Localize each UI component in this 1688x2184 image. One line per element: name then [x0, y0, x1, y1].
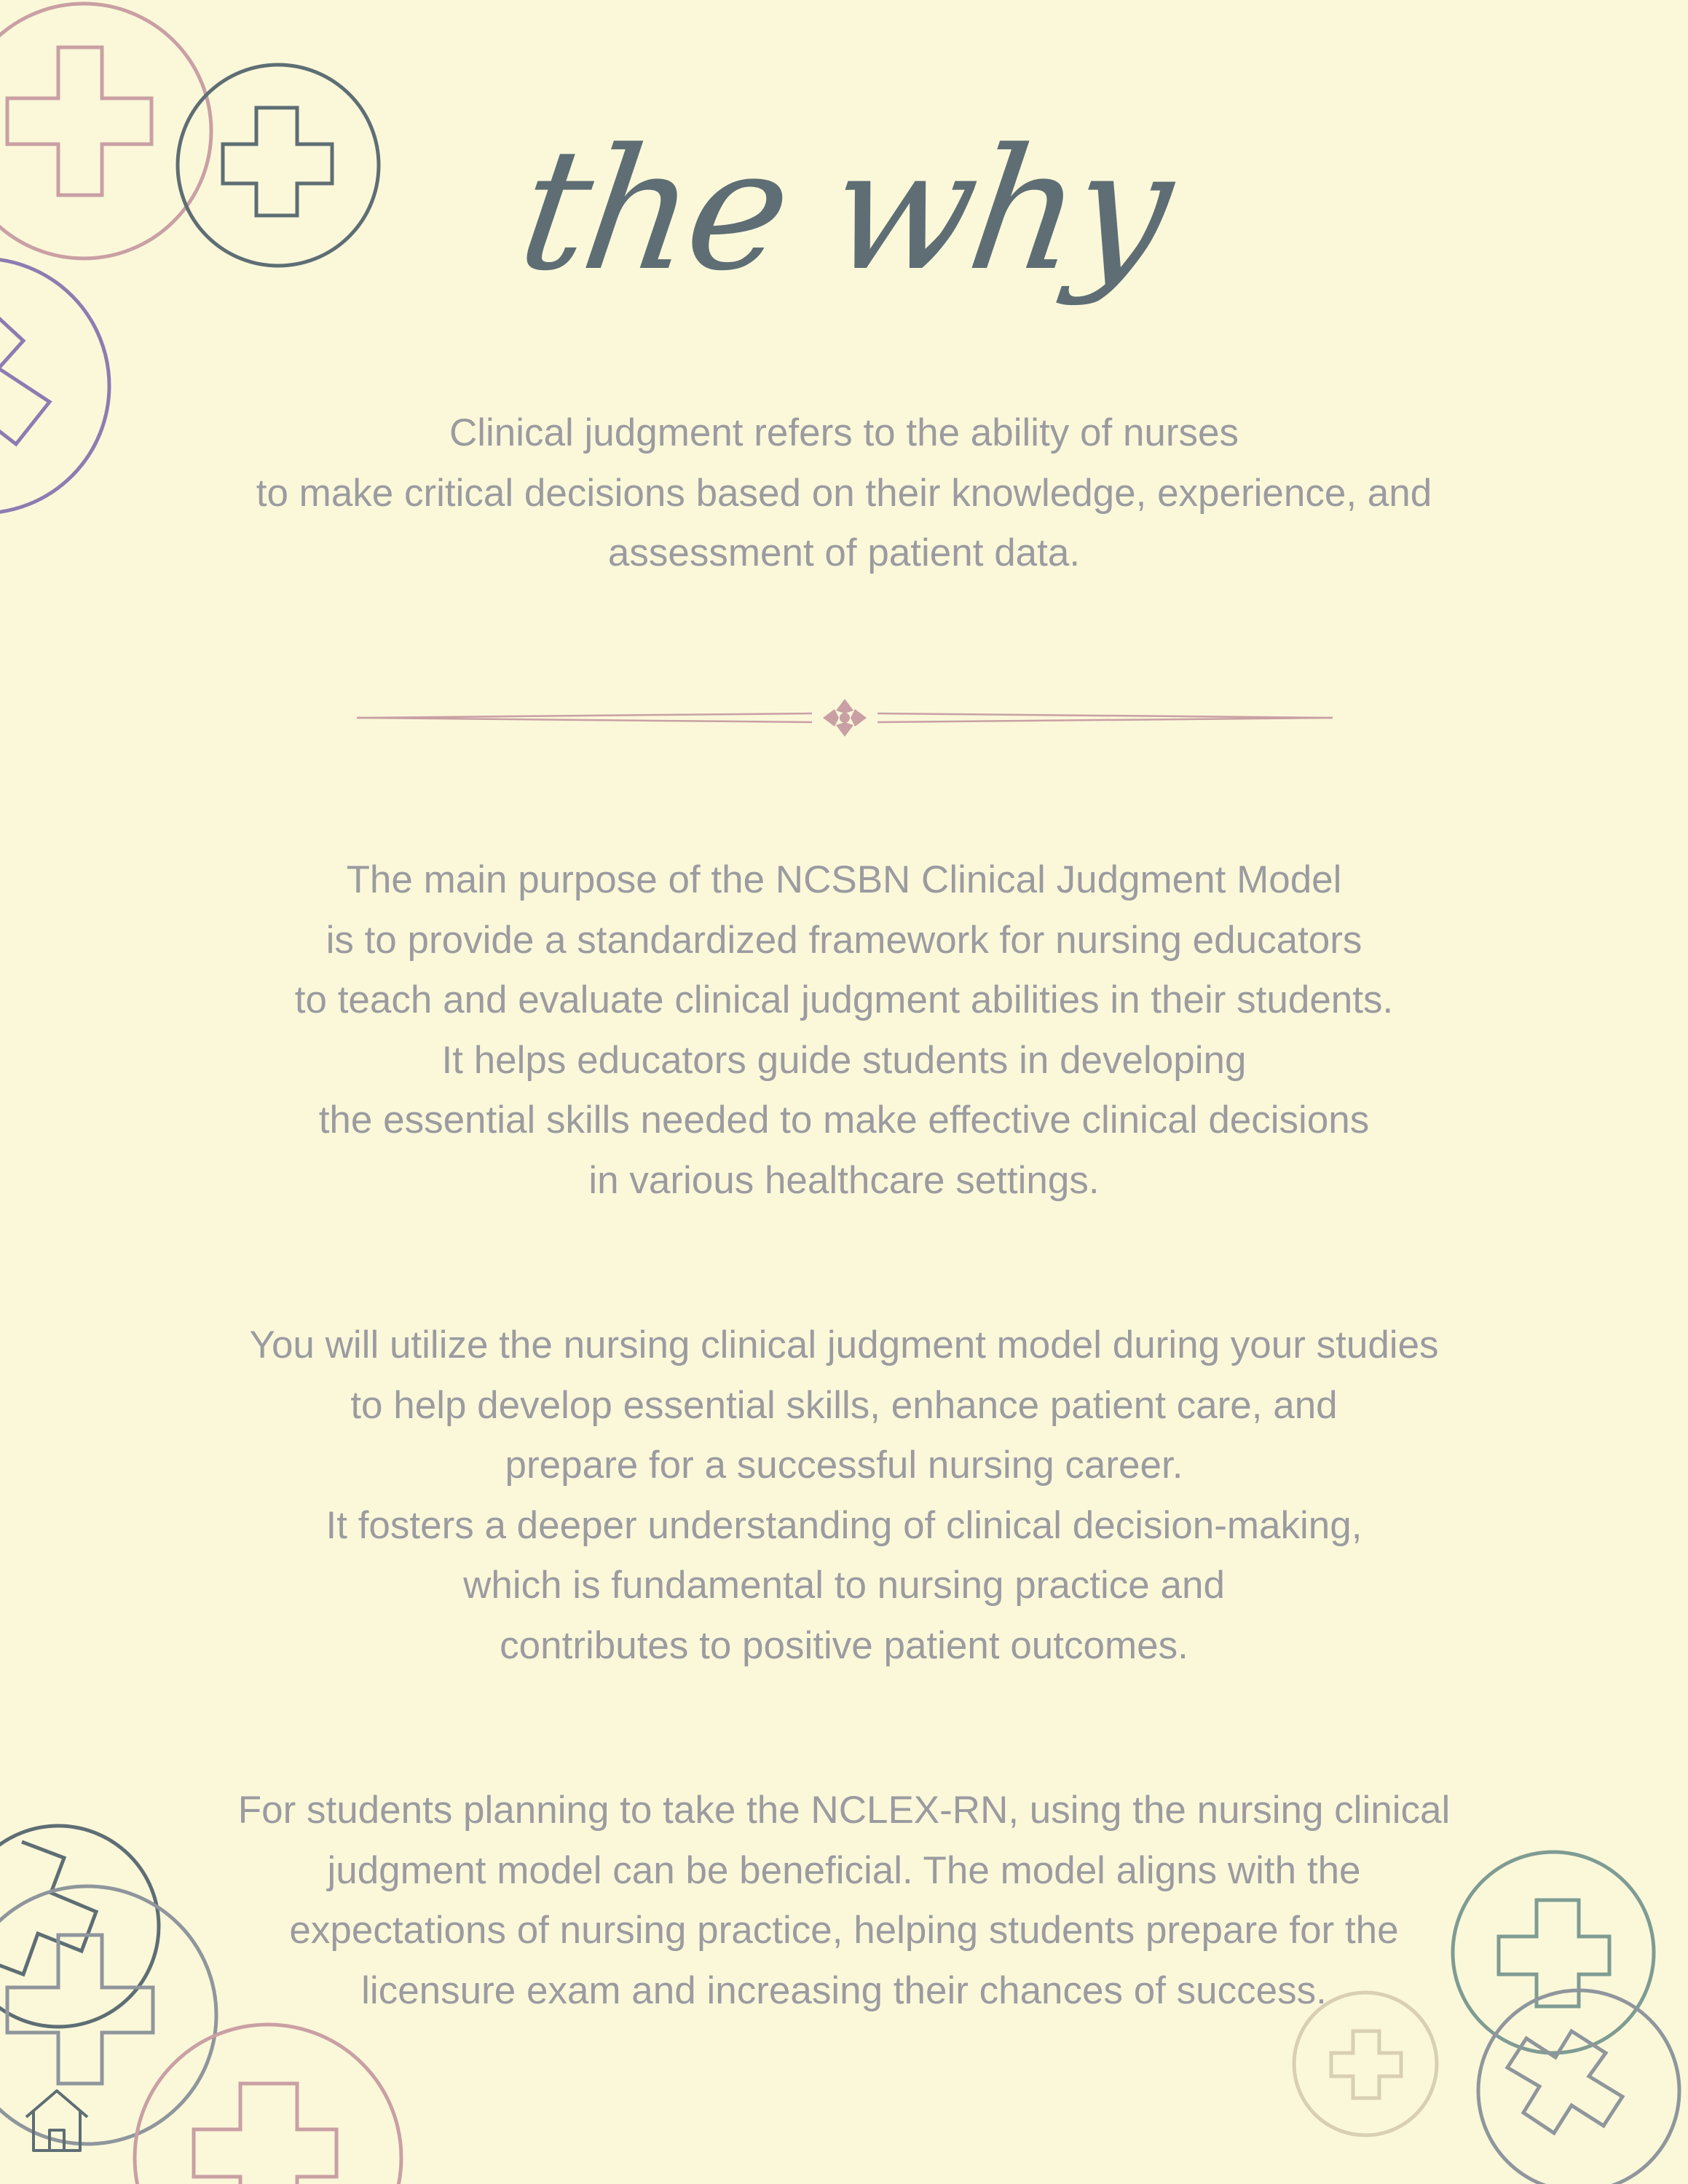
paragraph-line: to teach and evaluate clinical judgment abilities in their students.	[294, 978, 1394, 1021]
paragraph-line: licensure exam and increasing their chances of success.	[361, 1969, 1327, 2012]
paragraph-definition	[0, 403, 1688, 584]
paragraph-line: is to provide a standardized framework for nursing educators	[326, 918, 1362, 962]
paragraph-line: the essential skills needed to make effective clinical decisions	[318, 1099, 1370, 1142]
paragraph-line: assessment of patient data.	[607, 531, 1081, 574]
paragraph-line: in various healthcare settings.	[588, 1158, 1100, 1202]
paragraph-line: It fosters a deeper understanding of clinical decision-making,	[326, 1503, 1362, 1547]
home-icon[interactable]	[22, 2086, 92, 2156]
ornamental-divider	[357, 697, 1333, 738]
paragraph-line: which is fundamental to nursing practice and	[463, 1564, 1225, 1607]
paragraph-line: contributes to positive patient outcomes.	[500, 1623, 1188, 1667]
paragraph-line: expectations of nursing practice, helping students prepare for the	[289, 1909, 1399, 1952]
paragraph-line: Clinical judgment refers to the ability of nurses	[449, 411, 1239, 454]
paragraph-line: It helps educators guide students in developing	[441, 1038, 1247, 1082]
paragraph-line: prepare for a successful nursing career.	[505, 1444, 1183, 1487]
paragraph-usage	[0, 1315, 1688, 1676]
medical-cross-icon	[135, 2025, 401, 2184]
paragraph-line: You will utilize the nursing clinical judgment model during your studies	[249, 1324, 1439, 1366]
paragraph-line: to make critical decisions based on their knowledge, experience, and	[256, 471, 1432, 515]
paragraph-line: The main purpose of the NCSBN Clinical Judgment Model	[346, 858, 1342, 901]
paragraph-purpose	[0, 850, 1688, 1211]
paragraph-nclex	[0, 1781, 1688, 2021]
paragraph-line: For students planning to take the NCLEX-RN, using the nursing clinical	[237, 1789, 1451, 1832]
paragraph-line: judgment model can be beneficial. The model aligns with the	[327, 1848, 1361, 1892]
paragraph-line: to help develop essential skills, enhance patient care, and	[350, 1383, 1338, 1427]
page-title: the why	[508, 114, 1180, 308]
